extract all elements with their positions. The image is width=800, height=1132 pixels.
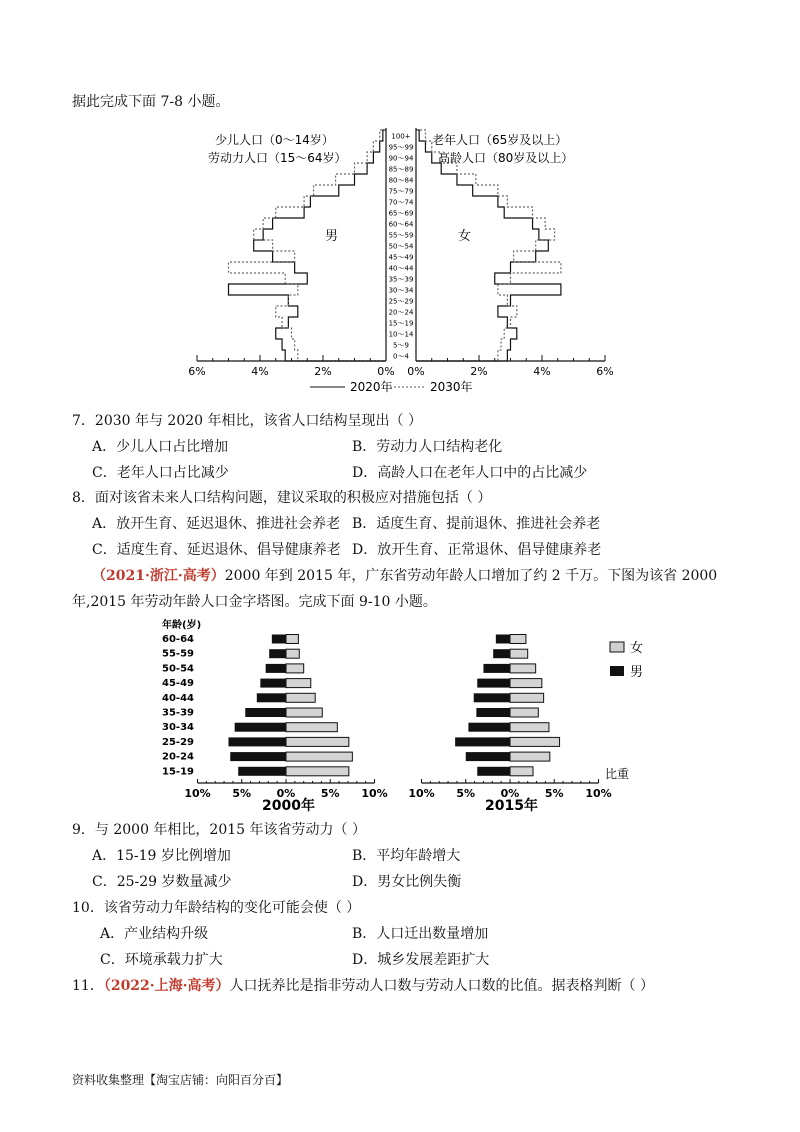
q10-option-d[interactable]: D．城乡发展差距扩大: [352, 952, 490, 968]
q11-number: 11．: [72, 978, 104, 994]
q11-text: 人口抚养比是指非劳动人口数与劳动人口数的比值。据表格判断（ ）: [229, 978, 654, 994]
male-bar: [266, 664, 286, 673]
age-label: 90～94: [388, 154, 414, 163]
male-bar: [477, 767, 510, 776]
chart-title-2000: 2000年: [262, 798, 315, 814]
male-bar: [272, 635, 286, 644]
population-pyramid-chart: [180, 120, 620, 398]
age-label: 65～69: [388, 209, 414, 218]
female-bar: [286, 679, 311, 688]
female-bar: [286, 737, 349, 746]
q8-option-b[interactable]: B．适度生育、提前退休、推进社会养老: [352, 516, 601, 532]
legend-2030: 2030年: [430, 380, 473, 394]
legend-female-swatch: [610, 642, 624, 652]
chart-title-2015: 2015年: [485, 798, 538, 814]
tick-label: 4%: [251, 365, 269, 378]
tick-label: 6%: [596, 365, 614, 378]
male-bar: [496, 635, 510, 644]
female-bar: [286, 664, 304, 673]
legend-2020: 2020年: [350, 380, 393, 394]
age-label: 0～4: [393, 352, 409, 361]
age-label: 5～9: [393, 341, 409, 350]
q8-option-d[interactable]: D．放开生育、正常退休、倡导健康养老: [352, 542, 602, 558]
female-bar: [510, 752, 550, 761]
female-bar: [286, 649, 299, 658]
q7-option-a[interactable]: A．少儿人口占比增加: [92, 439, 229, 455]
age-label: 75～79: [388, 187, 414, 196]
tick-label: 10%: [361, 787, 388, 800]
q9-stem: 9．与 2000 年相比，2015 年该省劳动力（ ）: [72, 822, 366, 838]
tick-label: 0%: [276, 787, 296, 800]
q11-stem: [72, 976, 654, 996]
age-group-label: 60-64: [162, 634, 194, 645]
female-bar: [510, 679, 542, 688]
q7-option-b[interactable]: B．劳动力人口结构老化: [352, 439, 503, 455]
age-label: 70～74: [388, 198, 414, 207]
legend-male-label: 男: [630, 665, 644, 680]
age-group-label: 55-59: [162, 648, 194, 660]
male-bar: [477, 679, 510, 688]
tick-label: 10%: [184, 787, 211, 800]
age-label: 95～99: [388, 143, 414, 152]
tick-label: 0%: [407, 365, 425, 378]
age-group-label: 20-24: [162, 751, 194, 763]
tick-label: 0%: [377, 365, 395, 378]
age-label: 50～54: [388, 242, 414, 251]
q8-option-a[interactable]: A．放开生育、延迟退休、推进社会养老: [92, 516, 341, 532]
age-label: 15～19: [388, 319, 414, 328]
male-bar: [466, 752, 510, 761]
female-bar: [510, 693, 544, 702]
tick-label: 10%: [408, 787, 435, 800]
male-bar: [260, 679, 286, 688]
tick-label: 4%: [533, 365, 551, 378]
footer-note: 资料收集整理【淘宝店铺：向阳百分百】: [72, 1073, 289, 1087]
label-male: 男: [325, 229, 339, 244]
legend-oldest: 高龄人口（80岁及以上）: [438, 151, 574, 165]
age-label: 30～34: [388, 286, 414, 295]
age-label: 40～44: [388, 264, 414, 273]
male-bar: [483, 664, 510, 673]
tick-label: 5%: [456, 787, 476, 800]
female-bar: [286, 635, 298, 644]
q9-option-c[interactable]: C．25-29 岁数量减少: [92, 874, 232, 890]
tick-label: 0%: [500, 787, 520, 800]
male-bar: [230, 752, 286, 761]
female-bar: [510, 635, 526, 644]
female-bar: [286, 752, 352, 761]
male-bar: [235, 723, 286, 732]
age-header: 年龄(岁): [162, 620, 202, 631]
male-bar: [455, 737, 510, 746]
male-bar: [476, 708, 510, 717]
female-bar: [510, 664, 536, 673]
age-label: 100+: [391, 132, 411, 141]
female-bar: [286, 693, 315, 702]
age-group-label: 50-54: [162, 663, 194, 675]
tick-label: 5%: [544, 787, 564, 800]
age-label: 20～24: [388, 308, 414, 317]
age-group-label: 30-34: [162, 722, 194, 734]
q10-option-c[interactable]: C．环境承载力扩大: [100, 952, 223, 968]
q7-option-c[interactable]: C．老年人口占比减少: [92, 465, 229, 481]
age-group-label: 40-44: [162, 692, 194, 704]
age-group-label: 35-39: [162, 707, 194, 719]
legend-elderly: 老年人口（65岁及以上）: [432, 133, 568, 147]
male-bar: [238, 767, 286, 776]
age-label: 25～29: [388, 297, 414, 306]
male-bar: [474, 693, 510, 702]
q7-stem: 7．2030 年与 2020 年相比，该省人口结构呈现出（ ）: [72, 413, 422, 429]
age-label: 10～14: [388, 330, 414, 339]
female-bar: [286, 723, 337, 732]
q9-option-a[interactable]: A．15-19 岁比例增加: [92, 848, 231, 864]
q9-option-b[interactable]: B．平均年龄增大: [352, 848, 461, 864]
male-bar: [269, 649, 286, 658]
intro-line: 据此完成下面 7-8 小题。: [72, 94, 230, 110]
female-bar: [510, 708, 538, 717]
passage2-text1: 2000 年到 2015 年，广东省劳动年龄人口增加了约 2 千万。下图为该省 2000: [224, 568, 718, 584]
age-label: 60～64: [388, 220, 414, 229]
female-bar: [510, 737, 560, 746]
male-bar: [493, 649, 510, 658]
legend-female-label: 女: [630, 641, 644, 656]
tick-label: 10%: [585, 787, 612, 800]
legend-children: 少儿人口（0～14岁）: [215, 133, 334, 147]
tick-label: 6%: [188, 365, 206, 378]
q10-option-b[interactable]: B．人口迁出数量增加: [352, 926, 489, 942]
label-female: 女: [458, 229, 472, 244]
male-bar: [468, 723, 510, 732]
age-label: 35～39: [388, 275, 414, 284]
male-bar: [228, 737, 286, 746]
age-label: 45～49: [388, 253, 414, 262]
female-bar: [286, 767, 349, 776]
male-bar: [257, 693, 286, 702]
q8-option-c[interactable]: C．适度生育、延迟退休、倡导健康养老: [92, 542, 341, 558]
passage2-source: （2021·浙江·高考）: [92, 568, 225, 584]
legend-male-swatch: [610, 666, 624, 676]
female-bar: [510, 723, 549, 732]
male-bar: [245, 708, 286, 717]
q10-stem: 10．该省劳动力年龄结构的变化可能会使（ ）: [72, 900, 361, 916]
q7-option-d[interactable]: D．高龄人口在老年人口中的占比减少: [352, 465, 588, 481]
female-bar: [510, 767, 533, 776]
x-axis-label: 比重: [605, 767, 630, 781]
q9-option-d[interactable]: D．男女比例失衡: [352, 874, 462, 890]
tick-label: 2%: [314, 365, 332, 378]
age-group-label: 25-29: [162, 736, 194, 748]
age-label: 80～84: [388, 176, 414, 185]
tick-label: 2%: [470, 365, 488, 378]
female-bar: [286, 708, 322, 717]
age-group-label: 45-49: [162, 678, 194, 690]
q10-option-a[interactable]: A．产业结构升级: [100, 926, 209, 942]
tick-label: 5%: [320, 787, 340, 800]
passage2-line2: 年,2015 年劳动年龄人口金字塔图。完成下面 9-10 小题。: [72, 594, 437, 610]
labor-pyramid-charts: [150, 616, 670, 816]
age-label: 85～89: [388, 165, 414, 174]
tick-label: 5%: [232, 787, 252, 800]
passage2-line1: [92, 566, 717, 586]
age-group-label: 15-19: [162, 766, 194, 778]
q11-source: （2022·上海·高考）: [103, 978, 230, 994]
female-bar: [510, 649, 528, 658]
age-label: 55～59: [388, 231, 414, 240]
q8-stem: 8．面对该省未来人口结构问题，建议采取的积极应对措施包括（ ）: [72, 490, 492, 506]
legend-labor: 劳动力人口（15～64岁）: [208, 151, 347, 165]
